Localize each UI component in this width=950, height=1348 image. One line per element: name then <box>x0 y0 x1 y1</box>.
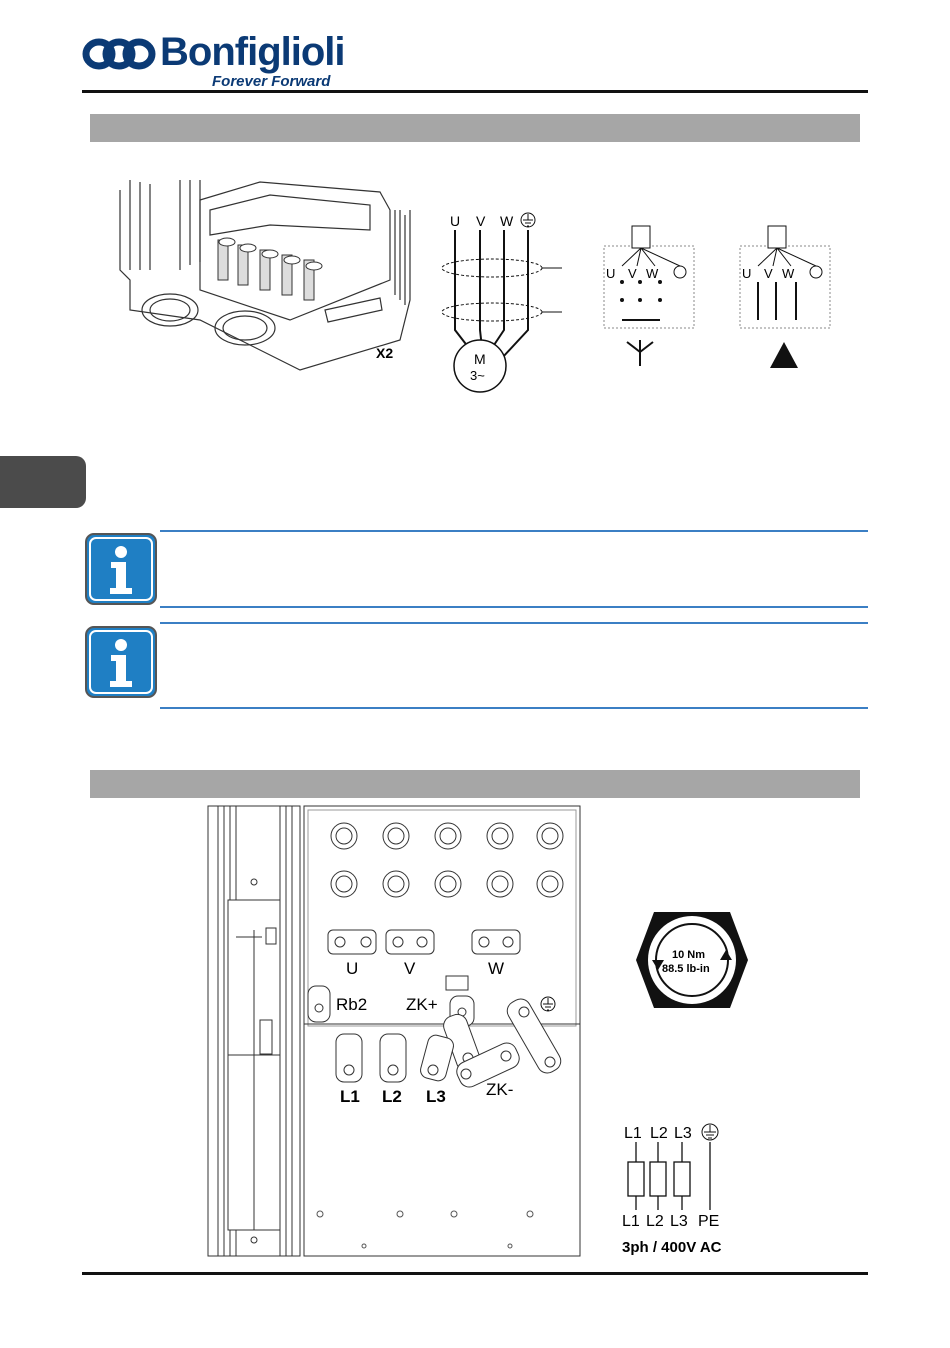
star-label-u: U <box>606 266 616 281</box>
motor-connection-figure <box>110 170 850 400</box>
header-rule <box>82 90 868 93</box>
star-label-v: V <box>628 266 637 281</box>
torque-lbin: 88.5 lb-in <box>662 963 710 975</box>
ground-icon <box>521 213 535 227</box>
torque-nm: 10 Nm <box>672 949 706 961</box>
motor-cable-diagram <box>442 213 562 392</box>
ground-icon <box>702 1124 718 1140</box>
brand-name: Bonfiglioli <box>160 30 345 74</box>
output-busbars <box>328 930 520 954</box>
inverter-side-profile <box>208 806 300 1256</box>
terminal-v: V <box>404 959 416 978</box>
torque-symbol <box>636 912 748 1008</box>
delta-label-w: W <box>782 266 795 281</box>
terminal-zk-minus: ZK- <box>486 1080 514 1099</box>
terminal-u: U <box>346 959 359 978</box>
fuse-bottom-l2: L2 <box>646 1213 664 1230</box>
fuse-bottom-l1: L1 <box>622 1213 640 1230</box>
mains-connection-figure <box>200 800 760 1260</box>
terminal-l2: L2 <box>382 1087 402 1106</box>
delta-connection-diagram <box>740 226 830 368</box>
info-icon <box>84 625 158 699</box>
fuse-top-l3: L3 <box>674 1125 692 1142</box>
motor-phase: 3~ <box>470 368 485 383</box>
star-connection-diagram <box>604 226 694 366</box>
notice-1-bottom-rule <box>160 606 868 608</box>
input-busbars <box>336 1033 455 1082</box>
cable-label-u: U <box>450 213 461 229</box>
footer-rule <box>82 1272 868 1275</box>
section-header-bar <box>90 770 860 798</box>
supply-label: 3ph / 400V AC <box>622 1239 722 1256</box>
fuse-bottom-l3: L3 <box>670 1213 688 1230</box>
cable-label-v: V <box>476 213 486 229</box>
notice-2-top-rule <box>160 622 868 624</box>
fuse-top-l1: L1 <box>624 1125 642 1142</box>
terminal-zk-plus: ZK+ <box>406 995 438 1014</box>
notice-2-bottom-rule <box>160 707 868 709</box>
delta-symbol <box>770 342 798 368</box>
fuse-top-l2: L2 <box>650 1125 668 1142</box>
chapter-tab <box>0 456 86 508</box>
brand-tagline: Forever Forward <box>212 73 331 90</box>
notice-1-top-rule <box>160 530 868 532</box>
star-label-w: W <box>646 266 659 281</box>
cable-label-w: W <box>500 213 514 229</box>
section-header-bar <box>90 114 860 142</box>
terminal-l1: L1 <box>340 1087 360 1106</box>
brand-logo <box>82 36 156 72</box>
x2-label: X2 <box>376 345 394 361</box>
terminal-w: W <box>488 959 505 978</box>
fuse-diagram <box>622 1124 722 1256</box>
fuse-bottom-pe: PE <box>698 1213 720 1230</box>
info-icon <box>84 532 158 606</box>
motor-label: M <box>474 351 486 367</box>
star-symbol <box>627 340 653 366</box>
delta-label-v: V <box>764 266 773 281</box>
terminal-l3: L3 <box>426 1087 446 1106</box>
terminal-rb2: Rb2 <box>336 995 368 1014</box>
delta-label-u: U <box>742 266 752 281</box>
